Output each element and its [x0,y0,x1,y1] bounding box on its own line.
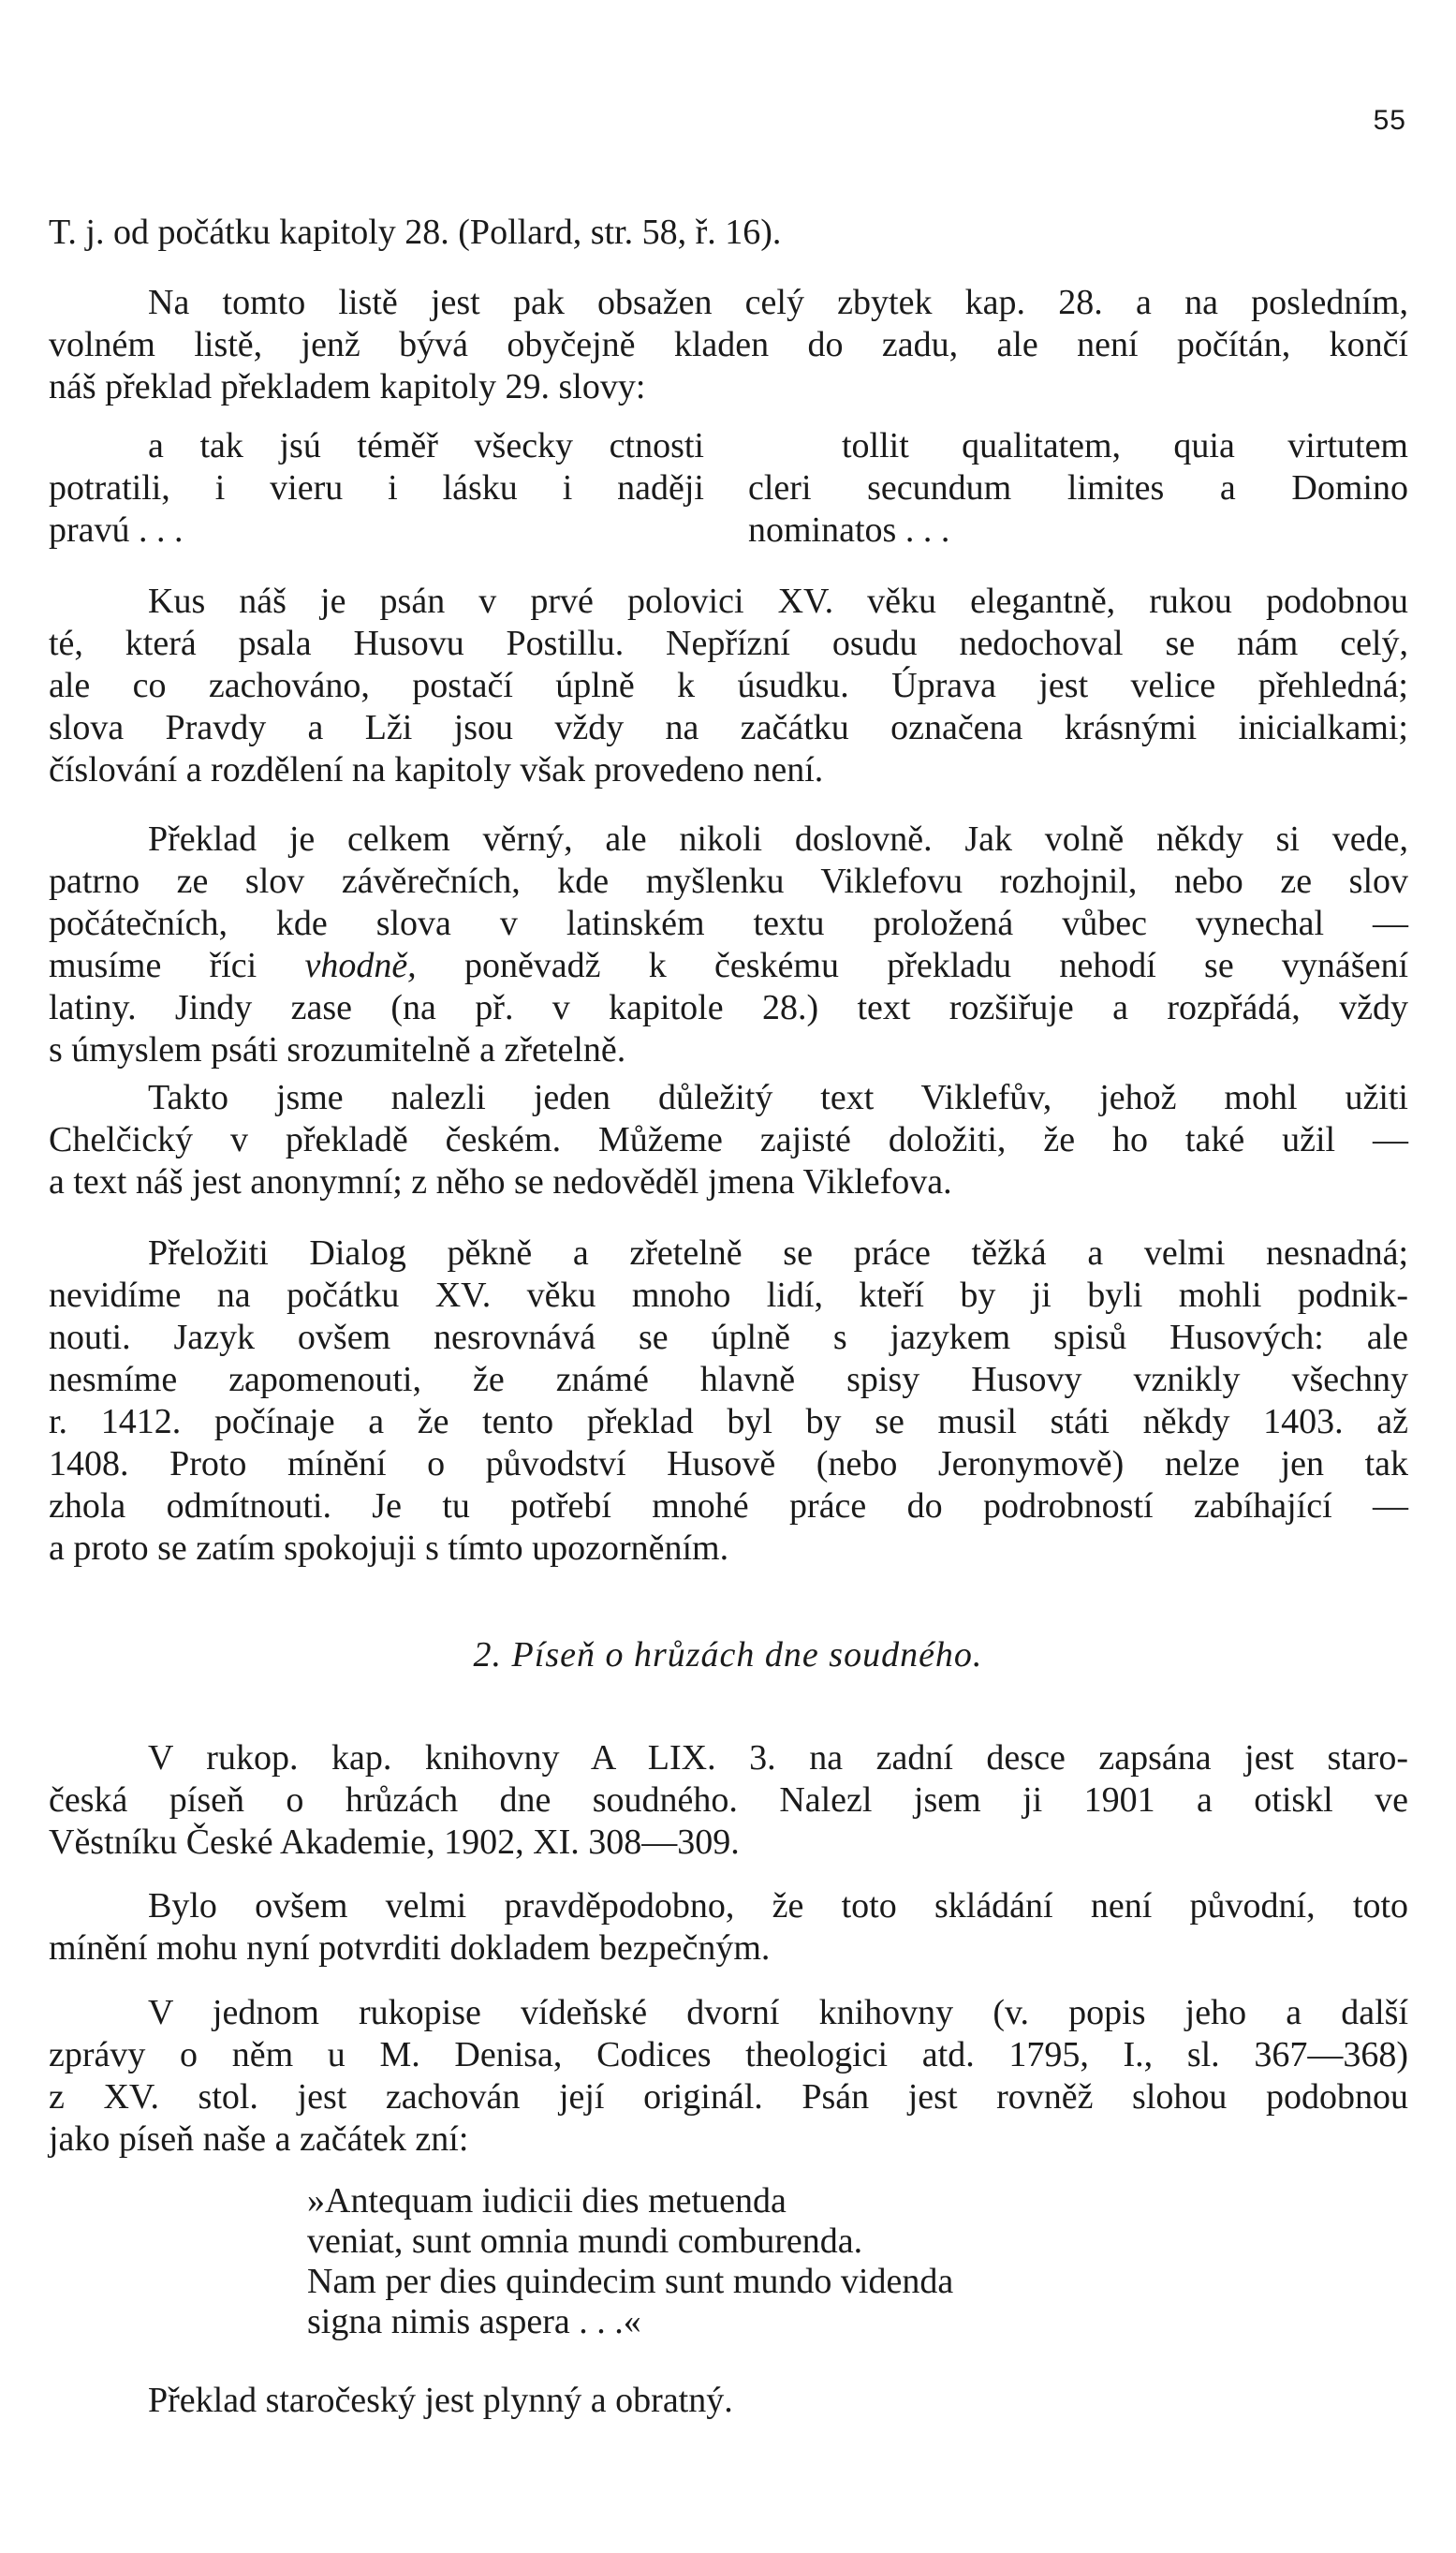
text-line: potratili, i vieru i lásku i naději [49,468,704,508]
page-number: 55 [1373,105,1406,136]
text-line: pravú . . . [49,510,184,550]
text-line: slova Pravdy a Lži jsou vždy na začátku označena krásnými inicialkami; [49,708,1408,747]
verse-line: veniat, sunt omnia mundi comburenda. [307,2221,863,2261]
verse-line: Nam per dies quindecim sunt mundo videnda [307,2262,954,2301]
text-line: a proto se zatím spokojuji s tímto upozorněním. [49,1528,729,1568]
text-line: číslování a rozdělení na kapitoly však provedeno není. [49,750,824,790]
text-line: z XV. stol. jest zachován její originál. Psán jest rovněž slohou podobnou [49,2077,1408,2117]
text-line: jako píseň naše a začátek zní: [49,2119,469,2159]
paragraph-9 [49,2380,1408,2422]
text-line: cleri secundum limites a Domino [748,468,1408,508]
paragraph-1 [49,282,1408,408]
text-line: tollit qualitatem, quia virtutem [842,426,1408,465]
paragraph-2 [49,581,1408,791]
text-line: počátečních, kde slova v latinském textu proložená vůbec vynechal — [49,904,1408,943]
text-line: Překlad staročeský jest plynný a obratný. [148,2381,733,2420]
text-line: 1408. Proto mínění o původství Husově (nebo Jeronymově) nelze jen tak [49,1444,1408,1483]
text-line: Věstníku České Akademie, 1902, XI. 308—309. [49,1823,740,1862]
text-line: nominatos . . . [748,510,950,550]
text-line: Chelčický v překladě českém. Můžeme zajisté doložiti, že ho také užil — [49,1120,1408,1159]
text-line: zprávy o něm u M. Denisa, Codices theologici atd. 1795, I., sl. 367—368) [49,2035,1408,2074]
text-line: s úmyslem psáti srozumitelně a zřetelně. [49,1030,626,1070]
text-line: Takto jsme nalezli jeden důležitý text Viklefův, jehož mohl užiti [148,1078,1408,1117]
text-line: Překlad je celkem věrný, ale nikoli doslovně. Jak volně někdy si vede, [148,819,1408,859]
text-line: latiny. Jindy zase (na př. v kapitole 28.) text rozšiřuje a rozpřádá, vždy [49,988,1408,1027]
text-line [49,945,1408,987]
text-line: V jednom rukopise vídeňské dvorní knihovny (v. popis jeho a další [148,1993,1408,2032]
paragraph-6 [49,1737,1408,1864]
text-line: zhola odmítnouti. Je tu potřebí mnohé práce do podrobností zabíhající — [49,1486,1408,1526]
verse-line: signa nimis aspera . . .« [307,2302,641,2341]
paragraph-3 [49,819,1408,1071]
text-line: mínění mohu nyní potvrditi dokladem bezpečným. [49,1928,771,1968]
latin-verse [307,2181,953,2342]
text-line: té, která psala Husovu Postillu. Nepřízní osudu nedochoval se nám celý, [49,624,1408,663]
text-line: volném listě, jenž bývá obyčejně kladen do zadu, ale není počítán, končí [49,325,1408,364]
section-heading: 2. Píseň o hrůzách dne soudného. [473,1635,983,1675]
text-fragment: musíme říci [49,946,257,985]
text-line: Kus náš je psán v prvé polovici XV. věku elegantně, rukou podobnou [148,582,1408,621]
paragraph-5 [49,1232,1408,1570]
text-line: patrno ze slov závěrečních, kde myšlenku Viklefovu rozhojnil, nebo ze slov [49,862,1408,901]
text-line: a text náš jest anonymní; z něho se nedověděl jmena Viklefova. [49,1162,952,1202]
paragraph-8 [49,1992,1408,2161]
verse-line: »Antequam iudicii dies metuenda [307,2181,787,2221]
text-line: r. 1412. počínaje a že tento překlad byl by se musil státi někdy 1403. až [49,1402,1408,1441]
latin-quotation [748,425,1408,552]
text-line: V rukop. kap. knihovny A LIX. 3. na zadní desce zapsána jest staro- [148,1738,1408,1778]
text-line: nesmíme zapomenouti, že známé hlavně spisy Husovy vznikly všechny [49,1360,1408,1399]
text-line: Na tomto listě jest pak obsažen celý zbytek kap. 28. a na posledním, [148,283,1408,322]
italic-word: vhodně, [304,946,417,985]
text-fragment: poněvadž k českému překladu nehodí se vynášení [463,946,1409,985]
text-line: ale co zachováno, postačí úplně k úsudku. Úprava jest velice přehledná; [49,666,1408,705]
text-line: česká píseň o hrůzách dne soudného. Nalezl jsem ji 1901 a otiskl ve [49,1780,1408,1820]
text-line: Bylo ovšem velmi pravděpodobno, že toto skládání není původní, toto [148,1886,1408,1926]
text-line: náš překlad překladem kapitoly 29. slovy: [49,367,646,406]
text-line: nouti. Jazyk ovšem nesrovnává se úplně s jazykem spisů Husových: ale [49,1318,1408,1357]
paragraph-4 [49,1077,1408,1203]
intro-paragraph [49,212,1408,254]
text-line: Přeložiti Dialog pěkně a zřetelně se práce těžká a velmi nesnadná; [148,1233,1408,1273]
paragraph-7 [49,1885,1408,1970]
text-line: T. j. od počátku kapitoly 28. (Pollard, str. 58, ř. 16). [49,213,782,252]
text-line: nevidíme na počátku XV. věku mnoho lidí, kteří by ji byli mohli podnik- [49,1276,1408,1315]
text-line: a tak jsú téměř všecky ctnosti [148,426,704,465]
czech-quotation [49,425,704,552]
